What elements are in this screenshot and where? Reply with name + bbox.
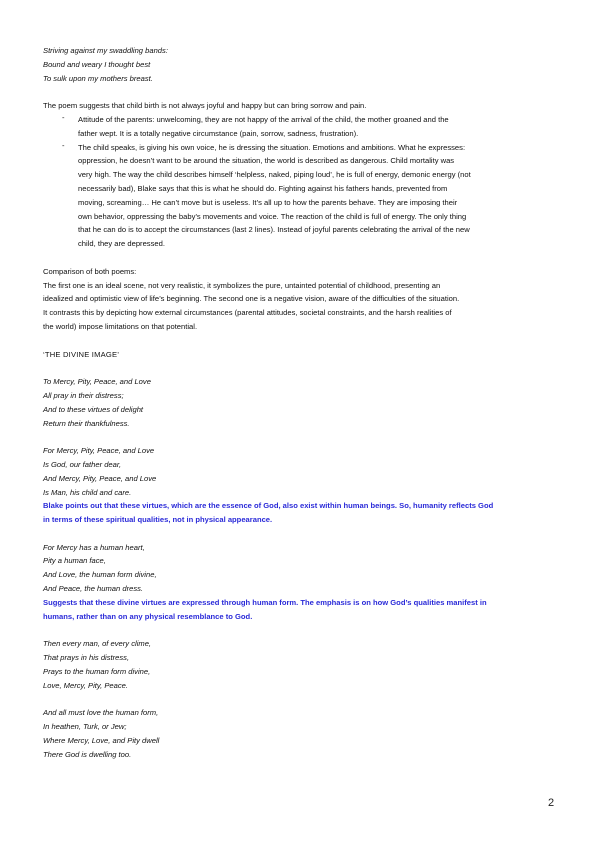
bullet-item-child <box>43 141 555 251</box>
verse-line: And Love, the human form divine, <box>43 570 157 580</box>
verse-line: Is God, our father dear, <box>43 459 122 469</box>
verse-line: And Mercy, Pity, Peace, and Love <box>43 473 157 483</box>
annotation-note-2 <box>43 596 555 624</box>
bullet-dash: - <box>62 112 65 122</box>
bullet-dash: - <box>62 140 65 150</box>
stanza-4 <box>43 637 555 692</box>
bullet-line: Attitude of the parents: unwelcoming, they are not happy of the arrival of the child, the mother groaned and the <box>78 114 449 124</box>
poem-title: ‘THE DIVINE IMAGE’ <box>43 349 120 359</box>
bullet-line: very high. The way the child describes himself ‘helpless, naked, piping loud’, he is full of energy, demonic energy (not <box>78 170 471 180</box>
annotation-line: in terms of these spiritual qualities, not in physical appearance. <box>43 515 273 525</box>
annotation-line: Suggests that these divine virtues are expressed through human form. The emphasis is on how God’s qualities manifest in <box>43 597 487 607</box>
bullet-line: own behavior, oppressing the baby’s movements and voice. The reaction of the child is full of energy. The only thing <box>78 211 467 221</box>
verse-line: There God is dwelling too. <box>43 749 132 759</box>
bullet-line: child, they are depressed. <box>78 239 165 249</box>
bullet-line: oppression, he doesn’t want to be around the situation, the world is described as dangerous. Child mortality was <box>78 156 455 166</box>
verse-line: Where Mercy, Love, and Pity dwell <box>43 735 160 745</box>
verse-line: To Mercy, Pity, Peace, and Love <box>43 377 151 387</box>
stanza-2 <box>43 444 555 499</box>
verse-line: Bound and weary I thought best <box>43 59 151 69</box>
comparison-paragraph <box>43 279 555 334</box>
paragraph-line: The first one is an ideal scene, not very realistic, it symbolizes the pure, untainted potential of childhood, presenting an <box>43 280 441 290</box>
verse-line: Pity a human face, <box>43 556 106 566</box>
paragraph-line: idealized and optimistic view of life’s beginning. The second one is a negative vision, aware of the difficulties of the situation. <box>43 294 460 304</box>
verse-line: All pray in their distress; <box>43 390 124 400</box>
bullet-line: father wept. It is a totally negative circumstance (pain, sorrow, sadness, frustration). <box>78 128 359 138</box>
verse-line: And all must love the human form, <box>43 708 159 718</box>
verse-line: And Peace, the human dress. <box>43 584 144 594</box>
bullet-line: The child speaks, is giving his own voice, he is dressing the situation. Emotions and ambitions. What he expresses: <box>78 142 466 152</box>
verse-line: For Mercy has a human heart, <box>43 542 145 552</box>
bullet-line: that he can do is to accept the circumstances (last 2 lines). Instead of joyful parents celebrating the arrival of the new <box>78 225 470 235</box>
comparison-heading: Comparison of both poems: <box>43 266 137 276</box>
page-content <box>43 44 555 761</box>
annotation-note-1 <box>43 499 555 527</box>
stanza-1 <box>43 375 555 430</box>
bullet-line: necessarily bad), Blake says that this is what he should do. Fighting against his fathers hands, prevented from <box>78 183 448 193</box>
bullet-item-parents <box>43 113 555 141</box>
page-number: 2 <box>548 797 555 809</box>
annotation-line: humans, rather than on any physical resemblance to God. <box>43 611 253 621</box>
stanza-5 <box>43 706 555 761</box>
stanza-3 <box>43 541 555 596</box>
verse-line: Love, Mercy, Pity, Peace. <box>43 680 128 690</box>
verse-line: For Mercy, Pity, Peace, and Love <box>43 446 155 456</box>
verse-excerpt <box>43 44 555 85</box>
verse-line: Striving against my swaddling bands: <box>43 46 168 55</box>
verse-line: Prays to the human form divine, <box>43 666 151 676</box>
intro-paragraph: The poem suggests that child birth is not always joyful and happy but can bring sorrow and pain. <box>43 101 367 111</box>
verse-line: Then every man, of every clime, <box>43 639 152 649</box>
paragraph-line: It contrasts this by depicting how external circumstances (parental attitudes, societal constraints, and the harsh realities of <box>43 308 452 318</box>
verse-line: Is Man, his child and care. <box>43 487 132 497</box>
bullet-line: moving, screaming… He can’t move but is useless. It’s all up to how the parents behave. They are imposing their <box>78 197 458 207</box>
verse-line: That prays in his distress, <box>43 653 130 663</box>
verse-line: And to these virtues of delight <box>43 404 144 414</box>
verse-line: Return their thankfulness. <box>43 418 130 428</box>
paragraph-line: the world) impose limitations on that potential. <box>43 321 198 331</box>
verse-line: In heathen, Turk, or Jew; <box>43 722 127 732</box>
verse-line: To sulk upon my mothers breast. <box>43 73 153 83</box>
annotation-line: Blake points out that these virtues, which are the essence of God, also exist within human beings. So, humanity reflects God <box>43 501 494 511</box>
